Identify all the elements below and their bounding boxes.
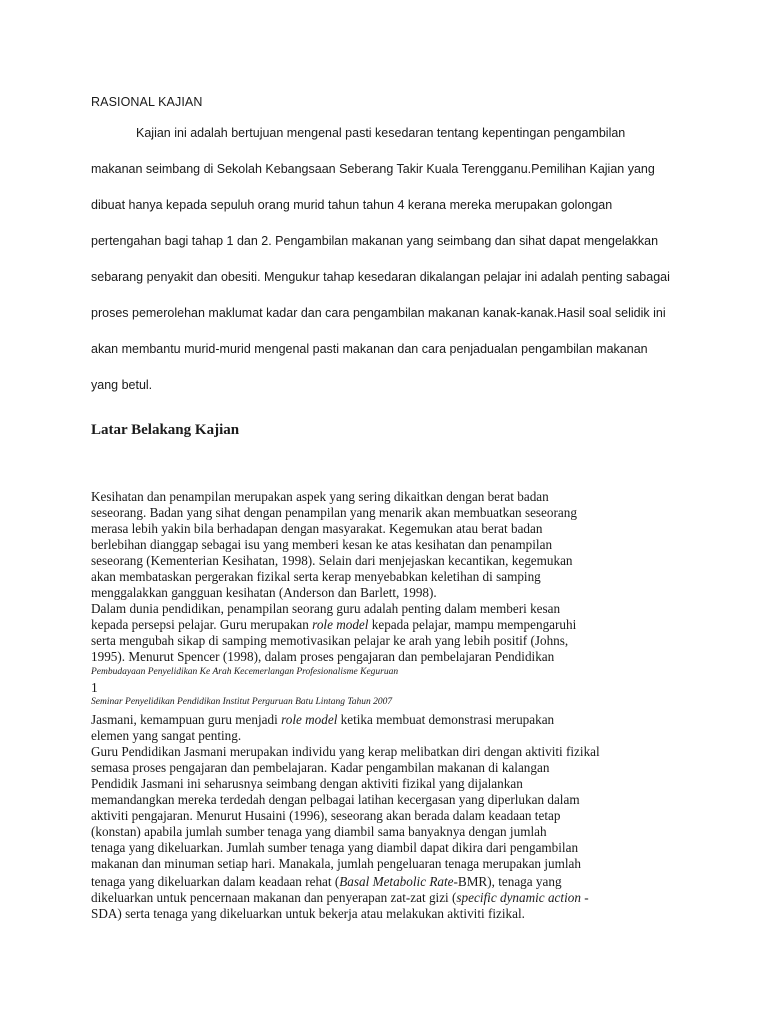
section-heading-rasional: RASIONAL KAJIAN xyxy=(91,95,203,109)
body-line: makanan dan minuman setiap hari. Manakala, jumlah pengeluaran tenaga merupakan jumlah xyxy=(91,856,581,871)
body-line: tenaga yang dikeluarkan. Jumlah sumber tenaga yang diambil dapat dikira dari pengambilan xyxy=(91,840,579,855)
body-text: -BMR), tenaga yang xyxy=(453,874,562,889)
body-text: tenaga yang dikeluarkan dalam keadaan rehat ( xyxy=(91,874,340,889)
body-line: 1995). Menurut Spencer (1998), dalam proses pengajaran dan pembelajaran Pendidikan xyxy=(91,649,555,664)
body-line: (konstan) apabila jumlah sumber tenaga yang diambil sama banyaknya dengan jumlah xyxy=(91,824,547,839)
rasional-line-3: dibuat hanya kepada sepuluh orang murid tahun tahun 4 kerana mereka merupakan golongan xyxy=(91,198,613,212)
section-heading-latar-belakang: Latar Belakang Kajian xyxy=(91,422,240,438)
body-line-role-model xyxy=(91,617,576,633)
rasional-line-6: proses pemerolehan maklumat kadar dan cara pengambilan makanan kanak-kanak.Hasil soal selidik ini xyxy=(91,306,666,320)
body-text: dikeluarkan untuk pencernaan makanan dan penyerapan zat-zat gizi ( xyxy=(91,890,457,905)
body-text: kepada pelajar, mampu mempengaruhi xyxy=(368,617,577,632)
body-line: Guru Pendidikan Jasmani merupakan individu yang kerap melibatkan diri dengan aktiviti fizikal xyxy=(91,744,600,759)
body-line: semasa proses pengajaran dan pembelajaran. Kadar pengambilan makanan di kalangan xyxy=(91,760,550,775)
body-line: aktiviti pengajaran. Menurut Husaini (1996), seseorang akan berada dalam keadaan tetap xyxy=(91,808,561,823)
rasional-line-1: Kajian ini adalah bertujuan mengenal pasti kesedaran tentang kepentingan pengambilan xyxy=(136,126,626,140)
page-number: 1 xyxy=(91,680,98,695)
italic-term: Basal Metabolic Rate xyxy=(339,874,454,889)
rasional-line-2: makanan seimbang di Sekolah Kebangsaan Seberang Takir Kuala Terengganu.Pemilihan Kajian yang xyxy=(91,162,655,176)
body-line: Kesihatan dan penampilan merupakan aspek yang sering dikaitkan dengan berat badan xyxy=(91,489,549,504)
italic-term: role model xyxy=(281,712,338,727)
page-header-seminar: Seminar Penyelidikan Pendidikan Institut Perguruan Batu Lintang Tahun 2007 xyxy=(91,697,393,707)
body-line: elemen yang sangat penting. xyxy=(91,728,242,743)
body-text: ketika membuat demonstrasi merupakan xyxy=(337,712,555,727)
rasional-line-7: akan membantu murid-murid mengenal pasti makanan dan cara penjadualan pengambilan makanan xyxy=(91,342,648,356)
body-line: memandangkan mereka terdedah dengan pelbagai latihan kecergasan yang diperlukan dalam xyxy=(91,792,580,807)
body-line: SDA) serta tenaga yang dikeluarkan untuk bekerja atau melakukan aktiviti fizikal. xyxy=(91,906,525,921)
body-line: serta mengubah sikap di samping memotivasikan pelajar ke arah yang lebih positif (Johns, xyxy=(91,633,569,648)
body-line: seseorang (Kementerian Kesihatan, 1998). Selain dari menjejaskan kecantikan, kegemukan xyxy=(91,553,573,568)
body-text: Jasmani, kemampuan guru menjadi xyxy=(91,712,282,727)
body-line-bmr xyxy=(91,874,562,890)
body-line: akan membataskan pergerakan fizikal serta kerap menyebabkan keletihan di samping xyxy=(91,569,541,584)
rasional-line-8: yang betul. xyxy=(91,378,153,392)
body-line: merasa lebih yakin bila berhadapan dengan masyarakat. Kegemukan atau berat badan xyxy=(91,521,543,536)
body-line-jasmani xyxy=(91,712,554,728)
italic-term: specific dynamic action xyxy=(456,890,581,905)
rasional-line-4: pertengahan bagi tahap 1 dan 2. Pengambilan makanan yang seimbang dan sihat dapat mengelakkan xyxy=(91,234,659,248)
italic-term: role model xyxy=(312,617,369,632)
body-text: kepada persepsi pelajar. Guru merupakan xyxy=(91,617,313,632)
body-line: menggalakkan gangguan kesihatan (Anderson dan Barlett, 1998). xyxy=(91,585,437,600)
body-line: Pendidik Jasmani ini seharusnya seimbang dengan aktiviti fizikal yang dijalankan xyxy=(91,776,523,791)
body-line: Dalam dunia pendidikan, penampilan seorang guru adalah penting dalam memberi kesan xyxy=(91,601,561,616)
body-text: - xyxy=(580,890,589,905)
page-footer-title: Pembudayaan Penyelidikan Ke Arah Kecemerlangan Profesionalisme Keguruan xyxy=(91,667,399,677)
body-line: berlebihan dianggap sebagai isu yang memberi kesan ke atas kesihatan dan penampilan xyxy=(91,537,553,552)
body-line: seseorang. Badan yang sihat dengan penampilan yang menarik akan membuatkan seseorang xyxy=(91,505,577,520)
rasional-line-5: sebarang penyakit dan obesiti. Mengukur tahap kesedaran dikalangan pelajar ini adalah penting sabagai xyxy=(91,270,670,284)
body-line-sda xyxy=(91,890,589,906)
